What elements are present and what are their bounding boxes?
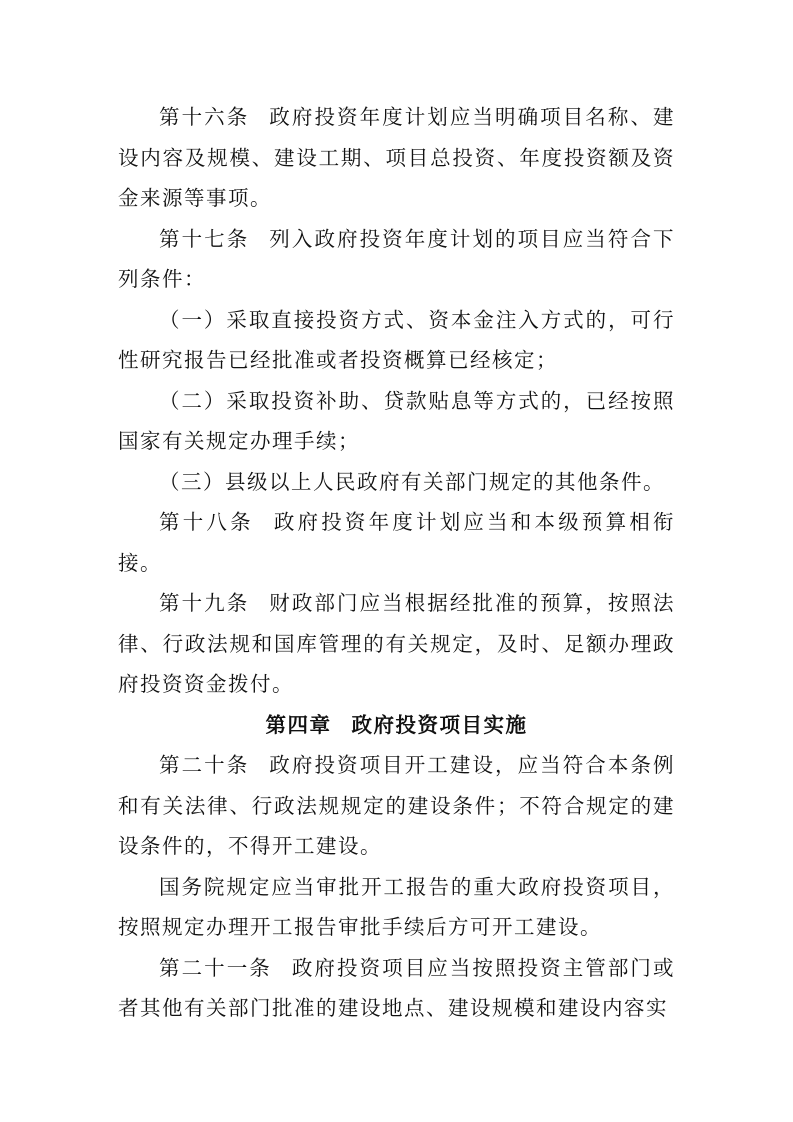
- chapter-title: 政府投资项目实施: [351, 712, 528, 737]
- article-text: 财政部门应当根据经批准的预算，按照法律、行政法规和国库管理的有关规定，及时、足额办理政府投资资金拨付。: [118, 591, 676, 696]
- paragraph-text: 国务院规定应当审批开工报告的重大政府投资项目，按照规定办理开工报告审批手续后方可开工建设。: [118, 874, 675, 939]
- article-label: 第十六条: [159, 105, 250, 129]
- article-label: 第二十条: [159, 753, 250, 777]
- article-text: 政府投资年度计划应当和本级预算相衔接。: [118, 510, 676, 575]
- list-item-text: （三）县级以上人民政府有关部门规定的其他条件。: [159, 469, 665, 494]
- article-label: 第二十一条: [159, 955, 272, 980]
- article-label: 第十八条: [159, 510, 254, 534]
- list-item-3: [118, 462, 675, 503]
- article-20: [118, 745, 675, 867]
- article-17: [118, 219, 675, 300]
- article-label: 第十七条: [159, 226, 250, 251]
- list-item-text: （一）采取直接投资方式、资本金注入方式的，可行性研究报告已经批准或者投资概算已经核定；: [118, 307, 675, 372]
- article-19: [118, 583, 675, 705]
- article-label: 第十九条: [159, 591, 250, 615]
- list-item-2: [118, 381, 675, 462]
- list-item-text: （二）采取投资补助、贷款贴息等方式的，已经按照国家有关规定办理手续；: [118, 388, 675, 453]
- article-16: [118, 97, 675, 219]
- chapter-number: 第四章: [265, 712, 332, 737]
- article-20-paragraph-2: [118, 867, 675, 948]
- article-text: 政府投资项目应当按照投资主管部门或者其他有关部门批准的建设地点、建设规模和建设内容实: [118, 955, 676, 1020]
- article-text: 政府投资年度计划应当明确项目名称、建设内容及规模、建设工期、项目总投资、年度投资额及资金来源等事项。: [118, 105, 676, 210]
- article-18: [118, 502, 675, 583]
- article-21: [118, 948, 675, 1029]
- list-item-1: [118, 300, 675, 381]
- article-text: 列入政府投资年度计划的项目应当符合下列条件：: [118, 226, 676, 291]
- article-text: 政府投资项目开工建设，应当符合本条例和有关法律、行政法规规定的建设条件；不符合规定的建设条件的，不得开工建设。: [118, 753, 676, 858]
- chapter-heading: [118, 705, 675, 746]
